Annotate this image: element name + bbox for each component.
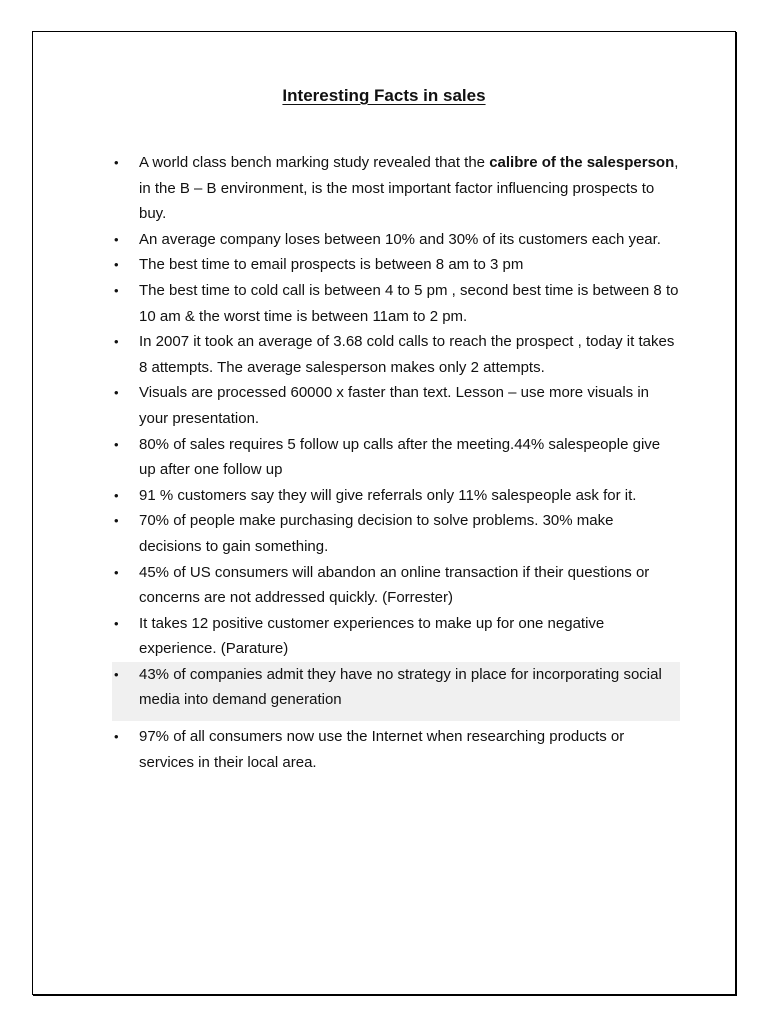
fact-text: An average company loses between 10% and 30% of its customers each year.: [139, 230, 661, 248]
list-item: [112, 329, 680, 380]
bullet-icon: •: [114, 334, 119, 350]
fact-text-bold: calibre of the salesperson: [489, 154, 675, 171]
bullet-icon: •: [114, 436, 119, 452]
list-item: [112, 611, 680, 662]
fact-text: 70% of people make purchasing decision to solve problems. 30% make decisions to gain something.: [139, 512, 614, 555]
fact-text: 97% of all consumers now use the Internet when researching products or services in their local area.: [139, 728, 625, 771]
fact-text: 80% of sales requires 5 follow up calls after the meeting.44% salespeople give up after one follow up: [139, 435, 661, 479]
bullet-icon: •: [114, 155, 119, 170]
list-item: [112, 278, 680, 329]
fact-text: 45% of US consumers will abandon an online transaction if their questions or concerns are not addressed quickly. (Forrester): [139, 563, 650, 607]
bullet-icon: •: [114, 487, 119, 503]
bullet-icon: •: [114, 231, 119, 247]
bullet-icon: •: [114, 282, 119, 298]
list-item: [112, 252, 680, 278]
fact-text: 43% of companies admit they have no strategy in place for incorporating social media into demand generation: [139, 665, 662, 709]
bullet-icon: •: [114, 564, 119, 580]
list-item: [112, 150, 680, 227]
document-title: Interesting Facts in sales: [282, 86, 486, 105]
list-item: [112, 483, 680, 509]
bullet-icon: •: [114, 729, 119, 745]
bullet-icon: •: [114, 385, 119, 401]
bullet-icon: •: [114, 666, 119, 682]
list-item: [112, 227, 680, 253]
list-item: [112, 508, 680, 559]
fact-text: It takes 12 positive customer experiences to make up for one negative experience. (Parature): [139, 614, 605, 658]
list-item: [112, 560, 680, 611]
bullet-icon: •: [114, 513, 119, 529]
fact-text-post: , in the B – B environment, is the most important factor influencing prospects to buy.: [139, 154, 679, 223]
list-item-highlighted: [112, 662, 680, 721]
bullet-icon: •: [114, 257, 119, 273]
list-item: [112, 380, 680, 431]
fact-text: Visuals are processed 60000 x faster than text. Lesson – use more visuals in your presentation.: [139, 384, 650, 427]
fact-text: In 2007 it took an average of 3.68 cold calls to reach the prospect , today it takes 8 attempts. The average salesperson makes only 2 attempts.: [139, 333, 675, 376]
fact-text: The best time to cold call is between 4 to 5 pm , second best time is between 8 to 10 am & the worst time is between 11am to 2 pm.: [139, 281, 679, 325]
list-item: [112, 432, 680, 483]
fact-text: 91 % customers say they will give referrals only 11% salespeople ask for it.: [139, 486, 637, 504]
fact-text-pre: A world class bench marking study revealed that the: [139, 154, 490, 171]
fact-text: The best time to email prospects is between 8 am to 3 pm: [139, 256, 524, 274]
bullet-icon: •: [114, 615, 119, 631]
list-item: [112, 724, 680, 775]
facts-list: [112, 150, 680, 775]
